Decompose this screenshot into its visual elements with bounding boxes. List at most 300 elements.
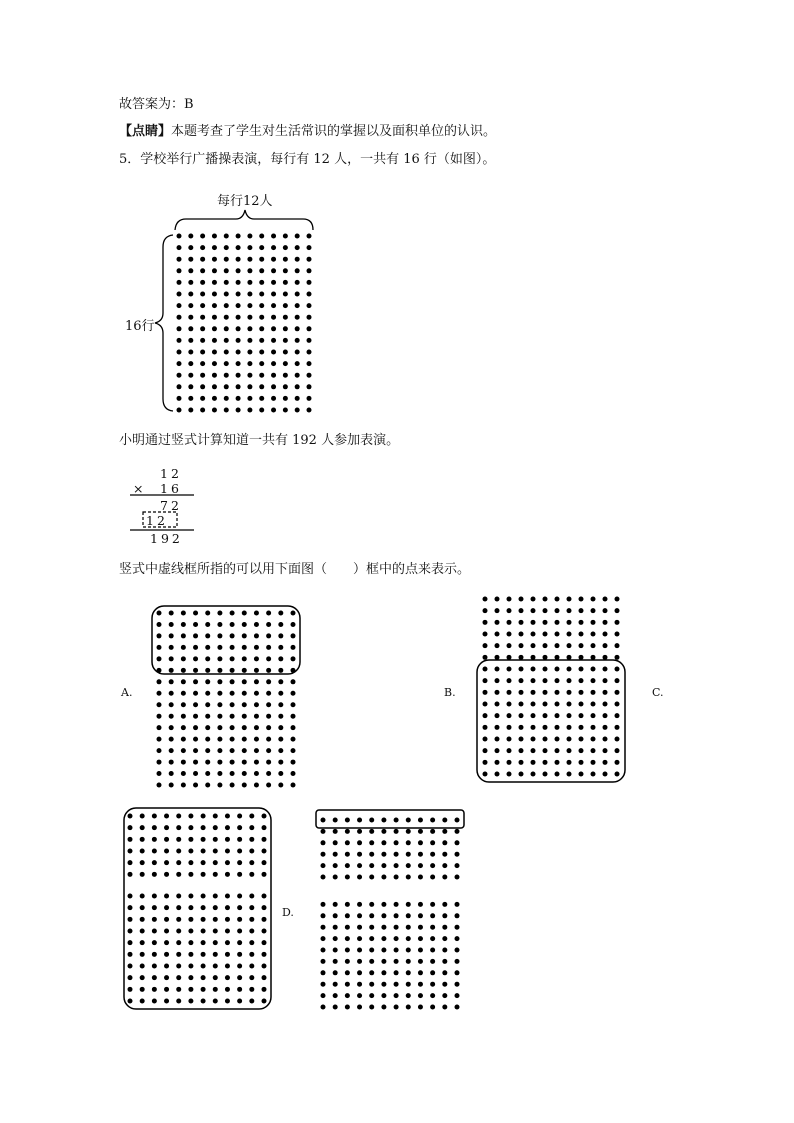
main-dot — [307, 315, 312, 320]
option-d-second-dot — [442, 936, 447, 941]
option-d-dot — [237, 975, 242, 980]
option-d-second-dot — [406, 948, 411, 953]
option-a-dot — [205, 622, 210, 627]
option-d-dot — [201, 825, 206, 830]
option-d-second-dot — [345, 902, 350, 907]
option-a-dot — [278, 679, 283, 684]
option-c-dot — [507, 667, 512, 672]
option-d-dot — [188, 860, 193, 865]
option-c-dot — [615, 772, 620, 777]
option-a-dot — [242, 668, 247, 673]
option-d-dot — [152, 872, 157, 877]
option-a-dot — [278, 645, 283, 650]
option-a-dot — [169, 760, 174, 765]
option-c-dot — [615, 608, 620, 613]
main-dot — [283, 396, 288, 401]
option-d-second-dot — [455, 818, 460, 823]
option-d-second-dot — [430, 982, 435, 987]
option-d-dot — [164, 814, 169, 819]
option-d-dot — [128, 940, 133, 945]
option-d-dot — [213, 999, 218, 1004]
option-c-dot-grid — [483, 597, 620, 777]
option-d-dot — [188, 964, 193, 969]
option-c-dot — [567, 725, 572, 730]
option-d-dot — [237, 849, 242, 854]
option-d-dot — [213, 825, 218, 830]
option-a-dot — [205, 702, 210, 707]
main-dot — [307, 361, 312, 366]
top-brace — [175, 210, 313, 230]
main-dot — [271, 245, 276, 250]
option-d-second-dot — [321, 959, 326, 964]
option-c-dot — [591, 748, 596, 753]
option-d-second-dot — [345, 948, 350, 953]
option-d-second-dot — [455, 925, 460, 930]
main-dot — [295, 292, 300, 297]
main-dot — [283, 338, 288, 343]
option-d-second-dot — [381, 982, 386, 987]
main-dot — [259, 373, 264, 378]
option-a-dot — [266, 679, 271, 684]
option-d-second-dot — [418, 936, 423, 941]
option-a-dot — [181, 760, 186, 765]
main-dot — [224, 326, 229, 331]
option-d-dot — [188, 940, 193, 945]
option-a-dot — [193, 737, 198, 742]
option-c-dot — [531, 702, 536, 707]
main-dot — [188, 315, 193, 320]
option-d-second-dot — [357, 982, 362, 987]
option-c-dot — [567, 690, 572, 695]
option-c-dot — [543, 737, 548, 742]
option-c-dot — [507, 760, 512, 765]
option-d-dot — [225, 999, 230, 1004]
option-d-second-dot — [430, 829, 435, 834]
option-d-dot — [152, 952, 157, 957]
option-d-dot — [249, 987, 254, 992]
main-dot — [200, 361, 205, 366]
option-c-dot — [591, 760, 596, 765]
option-a-dot — [266, 714, 271, 719]
option-a-dot — [157, 622, 162, 627]
option-a-dot — [242, 725, 247, 730]
option-a-dot — [278, 737, 283, 742]
option-d-dot — [128, 987, 133, 992]
option-a-dot — [157, 760, 162, 765]
option-d-second-dot — [455, 840, 460, 845]
option-d-dot — [176, 849, 181, 854]
option-d-dot — [249, 814, 254, 819]
option-d-second-dot — [357, 959, 362, 964]
option-c-dot — [603, 748, 608, 753]
main-dot — [307, 268, 312, 273]
option-a-dot — [205, 725, 210, 730]
option-a-dot — [169, 771, 174, 776]
option-c-dot — [543, 667, 548, 672]
main-dot — [283, 408, 288, 413]
main-dot — [283, 315, 288, 320]
option-d-dot — [164, 975, 169, 980]
option-a-dot — [169, 611, 174, 616]
main-dot — [177, 268, 182, 273]
main-dot — [307, 303, 312, 308]
option-d-dot — [237, 964, 242, 969]
main-dot — [188, 350, 193, 355]
option-d-second-dot — [442, 902, 447, 907]
option-c-dot — [507, 725, 512, 730]
option-a-dot — [217, 771, 222, 776]
main-dot — [271, 373, 276, 378]
option-d-dot — [237, 952, 242, 957]
main-dot — [200, 280, 205, 285]
option-c-dot — [555, 713, 560, 718]
option-a-dot — [230, 679, 235, 684]
option-d-second-dot — [394, 925, 399, 930]
option-c-dot — [543, 725, 548, 730]
main-dot — [247, 396, 252, 401]
main-dot — [188, 245, 193, 250]
option-d-dot — [188, 814, 193, 819]
main-dot — [224, 268, 229, 273]
main-dot — [212, 234, 217, 239]
main-dot — [295, 315, 300, 320]
option-c-dot — [591, 632, 596, 637]
main-dot — [271, 396, 276, 401]
main-dot — [224, 408, 229, 413]
option-c-dot — [495, 678, 500, 683]
option-c-dot — [567, 737, 572, 742]
option-a-dot — [230, 725, 235, 730]
option-d-dot — [128, 917, 133, 922]
option-a-dot — [278, 691, 283, 696]
option-c-dot — [507, 655, 512, 660]
option-c-dot — [591, 690, 596, 695]
option-a-dot — [230, 691, 235, 696]
option-a-dot — [181, 611, 186, 616]
option-c-dot — [519, 748, 524, 753]
main-dot — [247, 234, 252, 239]
option-c-dot — [603, 760, 608, 765]
option-c-dot — [495, 725, 500, 730]
main-dot — [259, 257, 264, 262]
option-c-dot — [591, 608, 596, 613]
option-c-dot — [495, 632, 500, 637]
option-c-dot — [507, 643, 512, 648]
dashed-highlight-box — [143, 512, 177, 527]
option-d-second-dot — [442, 993, 447, 998]
option-c-dot — [615, 713, 620, 718]
option-d-dot — [213, 872, 218, 877]
option-d-dot — [201, 814, 206, 819]
option-a-dot — [266, 645, 271, 650]
option-d-second-dot — [430, 875, 435, 880]
option-a-dot — [230, 668, 235, 673]
option-d-dot — [176, 872, 181, 877]
option-a-dot — [278, 611, 283, 616]
option-a-dot — [254, 760, 259, 765]
option-d-second-dot — [430, 959, 435, 964]
option-a-dot — [181, 668, 186, 673]
main-dot — [224, 292, 229, 297]
main-dot — [224, 315, 229, 320]
option-d-second-dot — [430, 818, 435, 823]
option-a-dot — [242, 691, 247, 696]
option-a-dot — [278, 633, 283, 638]
option-c-dot — [507, 702, 512, 707]
main-dot — [224, 234, 229, 239]
option-a-dot — [242, 702, 247, 707]
option-c-dot — [555, 748, 560, 753]
main-dot — [307, 396, 312, 401]
option-a-dot — [193, 668, 198, 673]
option-c-dot — [543, 655, 548, 660]
option-c-dot — [579, 713, 584, 718]
main-dot — [200, 408, 205, 413]
option-a-dot — [169, 668, 174, 673]
option-d-dot — [262, 837, 267, 842]
option-d-second-dot — [321, 1005, 326, 1010]
option-d-second-dot — [357, 875, 362, 880]
option-a-dot — [266, 656, 271, 661]
option-d-second-dot — [357, 925, 362, 930]
option-a-dot — [266, 737, 271, 742]
option-c-dot — [579, 655, 584, 660]
option-d-dot — [249, 860, 254, 865]
option-c-dot — [519, 667, 524, 672]
option-d-dot — [213, 905, 218, 910]
option-d-second-dot — [357, 852, 362, 857]
option-a-dot — [169, 702, 174, 707]
main-dot — [188, 268, 193, 273]
option-d-second-dot — [455, 982, 460, 987]
option-d-second-dot — [455, 863, 460, 868]
option-d-dot — [262, 929, 267, 934]
main-dot — [271, 315, 276, 320]
option-c-dot — [519, 737, 524, 742]
main-dot — [259, 280, 264, 285]
option-d-dot — [140, 917, 145, 922]
option-d-dot — [128, 975, 133, 980]
option-a-dot — [217, 611, 222, 616]
option-a-dot — [193, 714, 198, 719]
option-c-dot — [507, 608, 512, 613]
main-dot — [236, 396, 241, 401]
option-d-dot — [262, 905, 267, 910]
option-c-dot — [519, 643, 524, 648]
option-c-dot — [615, 760, 620, 765]
main-dot — [177, 245, 182, 250]
main-dot — [177, 384, 182, 389]
option-d-dot — [213, 929, 218, 934]
option-a-dot — [181, 702, 186, 707]
main-dot — [307, 292, 312, 297]
option-d-second-dot — [333, 852, 338, 857]
fig-left-label: 16行 — [125, 319, 155, 334]
option-a-dot — [205, 656, 210, 661]
main-dot — [224, 361, 229, 366]
option-d-second-dot — [357, 863, 362, 868]
option-d-second-dot — [406, 936, 411, 941]
option-d-second-dot — [442, 829, 447, 834]
option-d-second-dot-grid — [321, 818, 460, 1010]
option-c-dot — [531, 620, 536, 625]
option-d-second-dot — [357, 829, 362, 834]
option-d-second-dot — [406, 970, 411, 975]
option-c-dot — [495, 690, 500, 695]
option-d-dot — [164, 825, 169, 830]
option-c-dot — [483, 690, 488, 695]
option-d-second-dot — [430, 948, 435, 953]
option-d-second-dot — [406, 840, 411, 845]
option-c-dot — [555, 620, 560, 625]
option-c-dot — [591, 667, 596, 672]
option-d-second-dot — [418, 982, 423, 987]
option-c-dot — [579, 608, 584, 613]
calc-operator: × — [133, 481, 147, 496]
option-d-second-dot — [345, 875, 350, 880]
option-c-dot — [555, 597, 560, 602]
option-d-second-dot — [418, 852, 423, 857]
option-a-dot — [217, 668, 222, 673]
option-c-dot — [591, 725, 596, 730]
option-d-dot — [201, 964, 206, 969]
main-dot — [212, 408, 217, 413]
option-a-dot — [254, 748, 259, 753]
option-a-dot — [291, 725, 296, 730]
option-d-dot — [225, 814, 230, 819]
option-d-dot — [140, 837, 145, 842]
main-dot — [259, 408, 264, 413]
option-d-second-dot — [381, 902, 386, 907]
option-d-second-dot — [442, 948, 447, 953]
main-dot — [247, 350, 252, 355]
option-d-second-dot — [357, 902, 362, 907]
option-a-dot — [205, 783, 210, 788]
option-d-dot — [262, 999, 267, 1004]
option-d-dot — [188, 952, 193, 957]
main-dot — [200, 373, 205, 378]
option-d-dot — [164, 929, 169, 934]
main-dot — [177, 373, 182, 378]
main-dot — [259, 396, 264, 401]
option-c-dot — [483, 608, 488, 613]
option-d-dot — [176, 905, 181, 910]
option-d-second-dot — [333, 970, 338, 975]
option-c-dot — [615, 597, 620, 602]
option-d-second-dot — [442, 1005, 447, 1010]
main-dot — [224, 303, 229, 308]
option-a-dot — [230, 771, 235, 776]
main-dot — [212, 350, 217, 355]
option-a-dot — [266, 748, 271, 753]
option-c-dot — [495, 620, 500, 625]
option-d-dot — [225, 964, 230, 969]
option-a-dot — [230, 622, 235, 627]
main-dot — [247, 408, 252, 413]
option-a-dot — [217, 633, 222, 638]
calc-partial-1: 72 — [160, 498, 182, 513]
option-a-dot — [193, 691, 198, 696]
main-dot — [236, 245, 241, 250]
option-a-dot — [230, 611, 235, 616]
option-c-dot — [531, 748, 536, 753]
option-c-dot — [507, 620, 512, 625]
option-a-dot — [169, 656, 174, 661]
option-a-dot — [254, 622, 259, 627]
option-c-dot — [567, 643, 572, 648]
option-d-second-dot — [406, 863, 411, 868]
option-c-dot — [543, 643, 548, 648]
main-dot — [295, 268, 300, 273]
option-d-dot — [237, 837, 242, 842]
option-d-dot — [128, 905, 133, 910]
option-c-dot — [483, 725, 488, 730]
option-c-dot — [483, 772, 488, 777]
option-d-dot — [152, 825, 157, 830]
option-a-dot — [278, 748, 283, 753]
option-d-dot — [213, 849, 218, 854]
main-dot — [236, 303, 241, 308]
option-d-second-dot — [455, 948, 460, 953]
left-brace — [155, 235, 173, 411]
option-a-dot — [217, 679, 222, 684]
option-d-second-dot — [406, 852, 411, 857]
main-dot — [200, 257, 205, 262]
option-d-dot — [213, 964, 218, 969]
option-a-dot — [181, 725, 186, 730]
option-d-second-dot — [455, 829, 460, 834]
option-d-second-dot — [418, 1005, 423, 1010]
option-d-second-dot — [333, 936, 338, 941]
option-a-dot — [291, 622, 296, 627]
main-dot — [200, 350, 205, 355]
option-d-frame — [124, 808, 271, 1009]
option-d-second-dot — [455, 959, 460, 964]
option-d-second-dot — [418, 925, 423, 930]
comment-text: 本题考查了学生对生活常识的掌握以及面积单位的认识。 — [171, 124, 497, 139]
option-c-dot — [615, 737, 620, 742]
option-c-dot — [615, 667, 620, 672]
option-d-second-dot — [381, 875, 386, 880]
option-c-dot — [555, 632, 560, 637]
main-dot — [212, 373, 217, 378]
option-d-second-dot — [357, 970, 362, 975]
main-dot — [283, 257, 288, 262]
option-d-dot — [225, 860, 230, 865]
main-dot — [236, 373, 241, 378]
option-d-dot — [225, 872, 230, 877]
option-d-dot — [152, 964, 157, 969]
option-d-second-dot — [333, 863, 338, 868]
option-d-second-dot — [345, 982, 350, 987]
option-d-dot — [128, 894, 133, 899]
option-d-second-dot — [442, 863, 447, 868]
option-c-dot — [615, 678, 620, 683]
option-d-second-dot — [418, 959, 423, 964]
option-a-dot — [242, 714, 247, 719]
option-d-second-dot — [333, 902, 338, 907]
option-d-dot-grid — [128, 814, 267, 1004]
main-dot — [188, 373, 193, 378]
main-dot — [236, 315, 241, 320]
main-dot — [212, 257, 217, 262]
option-d-dot — [262, 860, 267, 865]
option-c-dot — [531, 772, 536, 777]
option-c-dot — [483, 643, 488, 648]
option-a-dot — [291, 748, 296, 753]
main-dot — [200, 315, 205, 320]
main-dot — [224, 257, 229, 262]
